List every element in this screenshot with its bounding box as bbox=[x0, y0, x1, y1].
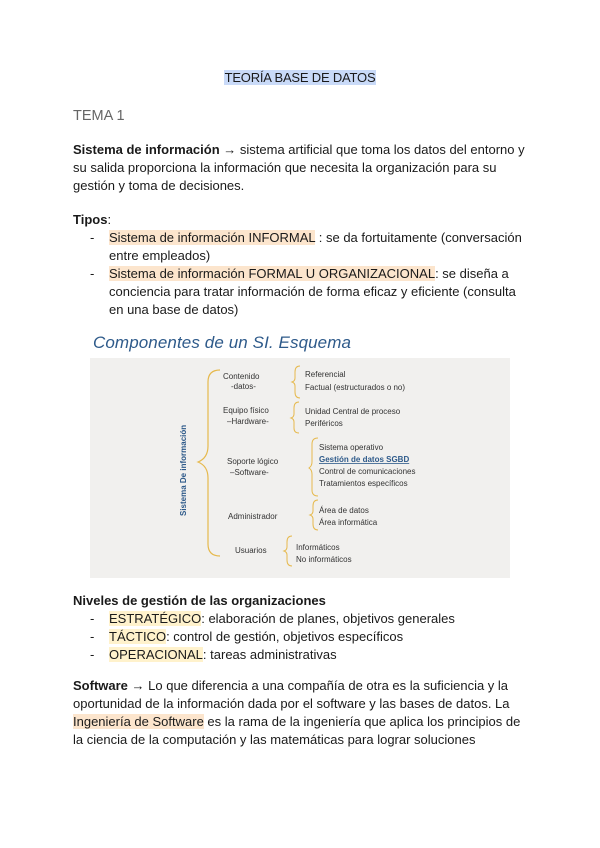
diagram-svg bbox=[90, 358, 510, 578]
group-brace bbox=[309, 438, 318, 496]
group-sublabel: -datos- bbox=[231, 382, 256, 391]
group-brace bbox=[284, 536, 292, 566]
group-item-highlight: Gestión de datos SGBD bbox=[319, 455, 410, 464]
group-item: Control de comunicaciones bbox=[319, 467, 416, 476]
software-paragraph: Software → Lo que diferencia a una compañía de otra es la suficiencia y la oportunidad de la información dada por el software y las bases de datos. La Ingeniería de Software es la rama de la ingeniería que aplica los principios de la ciencia de la computación y las matemáticas para lograr soluciones bbox=[73, 678, 521, 747]
group-label: Usuarios bbox=[235, 546, 267, 555]
group-brace bbox=[292, 366, 300, 398]
list-item: - ESTRATÉGICO: elaboración de planes, objetivos generales bbox=[73, 610, 533, 628]
tipos-list bbox=[73, 229, 533, 319]
main-brace bbox=[198, 370, 220, 556]
figure-title: Componentes de un SI. Esquema bbox=[93, 333, 352, 352]
group-brace bbox=[310, 500, 318, 530]
tipos-section: Tipos: - Sistema de información INFORMAL : se da fortuitamente (conversación entre empleados) - Sistema de información FORMAL U ORGANIZACIONAL: se diseña a conciencia para tratar información de forma eficaz y eficiente (consulta en una base de datos) bbox=[73, 211, 533, 319]
group-label: Administrador bbox=[228, 512, 278, 521]
arrow: → bbox=[223, 142, 237, 157]
group-label: Soporte lógico bbox=[227, 457, 279, 466]
diagram-image bbox=[90, 358, 510, 578]
group-item: Periféricos bbox=[305, 419, 343, 428]
group-sublabel: –Software- bbox=[230, 468, 269, 477]
group-brace bbox=[291, 402, 299, 433]
section-heading-tema: TEMA 1 bbox=[73, 108, 125, 124]
list-item: - Sistema de información FORMAL U ORGANIZACIONAL: se diseña a conciencia para tratar información de forma eficaz y eficiente (consulta en una base de datos) bbox=[73, 265, 533, 319]
group-label: Contenido bbox=[223, 372, 260, 381]
definition-sistema bbox=[73, 141, 533, 195]
group-item: Sistema operativo bbox=[319, 443, 384, 452]
group-sublabel: –Hardware- bbox=[227, 417, 269, 426]
tipos-label: Tipos bbox=[73, 212, 108, 227]
list-item: - TÁCTICO: control de gestión, objetivos específicos bbox=[73, 628, 533, 646]
group-item: Área informática bbox=[319, 518, 378, 527]
arrow: → bbox=[131, 678, 145, 693]
term-software: Software bbox=[73, 678, 128, 693]
niveles-heading: Niveles de gestión de las organizaciones bbox=[73, 593, 326, 608]
group-item: Área de datos bbox=[319, 506, 369, 515]
group-item: Referencial bbox=[305, 370, 346, 379]
group-item: Informáticos bbox=[296, 543, 340, 552]
term-sistema: Sistema de información bbox=[73, 142, 220, 157]
definition-text: sistema artificial que toma los datos del entorno y su salida proporciona la información que necesita la organización para su gestión y toma de decisiones. bbox=[73, 142, 525, 193]
diagram-root-label: Sistema De información bbox=[179, 424, 188, 516]
group-item: Tratamientos específicos bbox=[319, 479, 408, 488]
document-title: TEORÍA BASE DE DATOS bbox=[224, 70, 376, 85]
group-label: Equipo físico bbox=[223, 406, 269, 415]
group-item: Unidad Central de proceso bbox=[305, 407, 401, 416]
niveles-list bbox=[73, 610, 533, 664]
group-item: Factual (estructurados o no) bbox=[305, 383, 406, 392]
niveles-section bbox=[73, 592, 533, 664]
highlight-ingenieria: Ingeniería de Software bbox=[73, 714, 204, 729]
list-item: - Sistema de información INFORMAL : se da fortuitamente (conversación entre empleados) bbox=[73, 229, 533, 265]
group-item: No informáticos bbox=[296, 555, 352, 564]
list-item: - OPERACIONAL: tareas administrativas bbox=[73, 646, 533, 664]
